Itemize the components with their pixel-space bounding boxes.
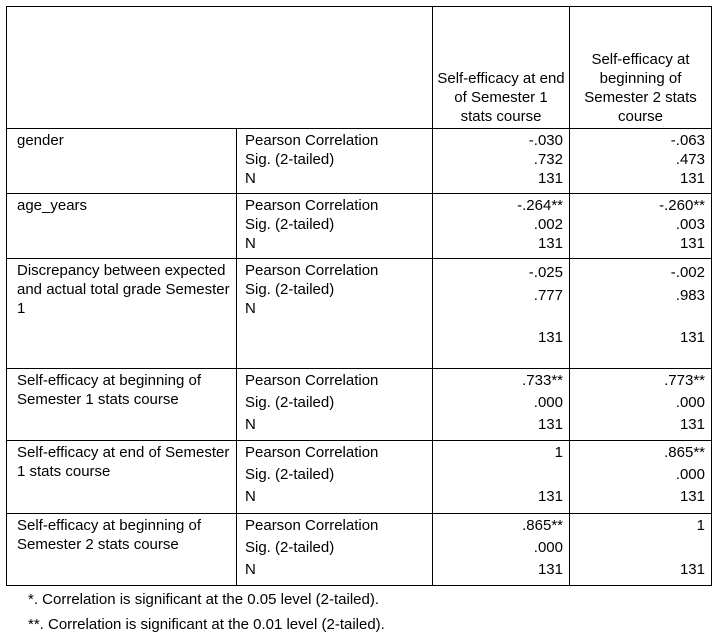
value: 131 [679, 560, 705, 578]
values-cell [570, 194, 712, 259]
value: -.030 [528, 132, 563, 149]
row-label-cell [7, 513, 237, 585]
values-cell [433, 259, 570, 369]
value: 131 [537, 415, 563, 433]
table-row [7, 259, 712, 369]
stat-label: N [245, 235, 256, 253]
stat-labels-cell [237, 194, 433, 259]
value: .773** [664, 371, 705, 389]
footnotes [28, 590, 385, 640]
stat-label: Pearson Correlation [245, 132, 379, 149]
table-row [7, 194, 712, 259]
value: -.002 [670, 264, 705, 282]
value: 131 [679, 235, 705, 253]
values-cell [570, 368, 712, 440]
stat-label: N [245, 415, 256, 433]
stat-label: N [245, 170, 256, 187]
values-cell [433, 513, 570, 585]
values-cell [433, 368, 570, 440]
stat-label: Sig. (2-tailed) [245, 466, 335, 484]
value: .000 [675, 393, 705, 411]
value: .983 [675, 287, 705, 305]
row-label-cell [7, 441, 237, 513]
stat-labels-cell [237, 368, 433, 440]
value: .473 [675, 151, 705, 168]
stat-label: Sig. (2-tailed) [245, 151, 335, 168]
row-label-cell [7, 129, 237, 194]
value: .865** [664, 444, 705, 462]
row-label: Discrepancy between expected and actual total grade Semester 1 [17, 262, 230, 318]
value: -.025 [528, 264, 563, 282]
stat-label: Sig. (2-tailed) [245, 216, 335, 234]
value: .733** [522, 371, 563, 389]
value: .003 [675, 216, 705, 234]
value [437, 465, 563, 484]
column-header-label: Self-efficacy at end of Semester 1 stats course [437, 70, 565, 125]
value: 1 [554, 444, 563, 462]
values-cell [570, 441, 712, 513]
value: -.260** [659, 197, 705, 215]
row-label: Self-efficacy at beginning of Semester 2 stats course [17, 516, 202, 553]
stat-label: Sig. (2-tailed) [245, 281, 335, 299]
value: 131 [537, 488, 563, 506]
correlations-table [6, 6, 712, 586]
table-row [7, 129, 712, 194]
values-cell [433, 129, 570, 194]
value: 131 [679, 415, 705, 433]
values-cell [570, 129, 712, 194]
stat-labels-cell [237, 129, 433, 194]
row-label-cell [7, 194, 237, 259]
value: 131 [679, 329, 705, 347]
value: -.063 [670, 132, 705, 149]
value: 131 [679, 488, 705, 506]
table-row [7, 368, 712, 440]
column-header-se-end-sem1 [433, 7, 570, 129]
row-label: Self-efficacy at end of Semester 1 stats course [17, 444, 230, 481]
values-cell [570, 259, 712, 369]
footnote-single-star: *. Correlation is significant at the 0.05 level (2-tailed). [28, 591, 380, 608]
footnote-double-star: **. Correlation is significant at the 0.01 level (2-tailed). [28, 616, 385, 633]
value: .777 [533, 287, 563, 305]
stat-labels-cell [237, 441, 433, 513]
value: 1 [696, 516, 705, 534]
table-row [7, 441, 712, 513]
value: .732 [533, 151, 563, 168]
stat-label: Pearson Correlation [245, 371, 379, 389]
column-header-se-begin-sem2 [570, 7, 712, 129]
stat-label: Pearson Correlation [245, 262, 379, 280]
stat-label: Pearson Correlation [245, 444, 379, 462]
row-label-cell [7, 368, 237, 440]
corner-header [7, 7, 433, 129]
values-cell [433, 194, 570, 259]
value: .000 [533, 538, 563, 556]
table-row [7, 513, 712, 585]
value: .000 [533, 393, 563, 411]
stat-labels-cell [237, 259, 433, 369]
value: 131 [537, 170, 563, 187]
stat-label: Pearson Correlation [245, 197, 379, 215]
value: .000 [675, 466, 705, 484]
stat-label: N [245, 300, 256, 318]
row-label: age_years [17, 197, 88, 215]
value: 131 [679, 170, 705, 187]
value: 131 [537, 329, 563, 347]
value: 131 [537, 560, 563, 578]
stat-label: Pearson Correlation [245, 516, 379, 534]
stat-label: N [245, 488, 256, 506]
value: 131 [537, 235, 563, 253]
header-row [7, 7, 712, 129]
stat-label: Sig. (2-tailed) [245, 538, 335, 556]
column-header-label: Self-efficacy at beginning of Semester 2 stats course [584, 51, 697, 125]
row-label: Self-efficacy at beginning of Semester 1 stats course [17, 371, 202, 408]
stat-label: N [245, 560, 256, 578]
value: .865** [522, 516, 563, 534]
row-label: gender [17, 132, 64, 149]
stat-label: Sig. (2-tailed) [245, 393, 335, 411]
value: -.264** [517, 197, 563, 215]
row-label-cell [7, 259, 237, 369]
value: .002 [533, 216, 563, 234]
stat-labels-cell [237, 513, 433, 585]
values-cell [433, 441, 570, 513]
value [574, 538, 705, 557]
values-cell [570, 513, 712, 585]
